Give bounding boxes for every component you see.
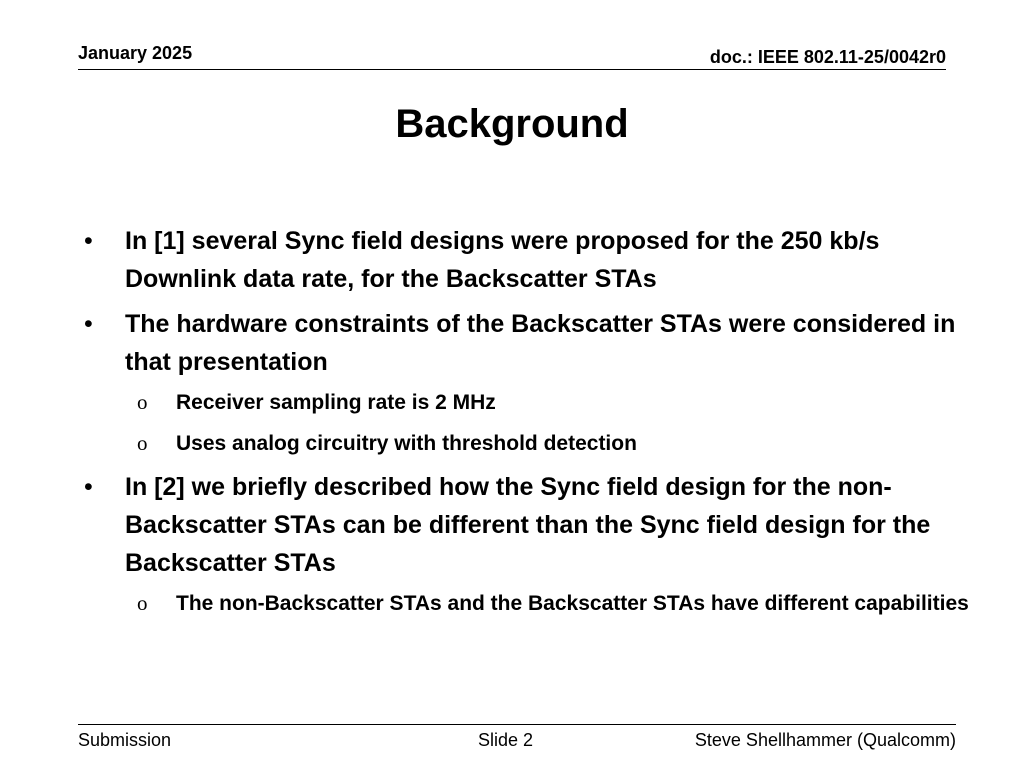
bullet-text: The hardware constraints of the Backscatter STAs were considered in that presentation	[125, 310, 956, 376]
slide-title: Background	[395, 102, 629, 146]
bullet-icon: •	[84, 473, 93, 501]
sub-bullet-text: Uses analog circuitry with threshold detection	[176, 432, 637, 455]
sub-bullet-text: Receiver sampling rate is 2 MHz	[176, 391, 496, 414]
header-date: January 2025	[78, 43, 193, 63]
bullet-text: In [1] several Sync field designs were proposed for the 250 kb/s Downlink data rate, for the Backscatter STAs	[125, 227, 880, 293]
sub-bullet-icon: o	[137, 431, 148, 455]
bullet-icon: •	[84, 227, 93, 255]
slide-number: Slide 2	[478, 730, 534, 750]
document-id: doc.: IEEE 802.11-25/0042r0	[709, 47, 946, 67]
sub-bullet-item	[125, 586, 974, 621]
bullet-item	[84, 305, 974, 461]
footer-author: Steve Shellhammer (Qualcomm)	[694, 730, 956, 750]
bullet-text: In [2] we briefly described how the Sync field design for the non-Backscatter STAs can be different than the Sync field design for the Backscatter STAs	[125, 473, 931, 577]
sub-bullet-icon: o	[137, 390, 148, 414]
bullet-icon: •	[84, 310, 93, 338]
sub-bullet-item	[125, 426, 974, 461]
sub-bullet-icon: o	[137, 591, 148, 615]
sub-bullet-list	[125, 586, 974, 621]
footer-submission: Submission	[78, 730, 172, 750]
footer-divider	[78, 724, 956, 725]
bullet-item	[84, 468, 974, 621]
header-divider	[78, 69, 946, 70]
bullet-item	[84, 222, 974, 298]
sub-bullet-list	[125, 385, 974, 461]
sub-bullet-item	[125, 385, 974, 420]
sub-bullet-text: The non-Backscatter STAs and the Backscatter STAs have different capabilities	[176, 592, 969, 615]
bullet-list	[84, 222, 974, 628]
